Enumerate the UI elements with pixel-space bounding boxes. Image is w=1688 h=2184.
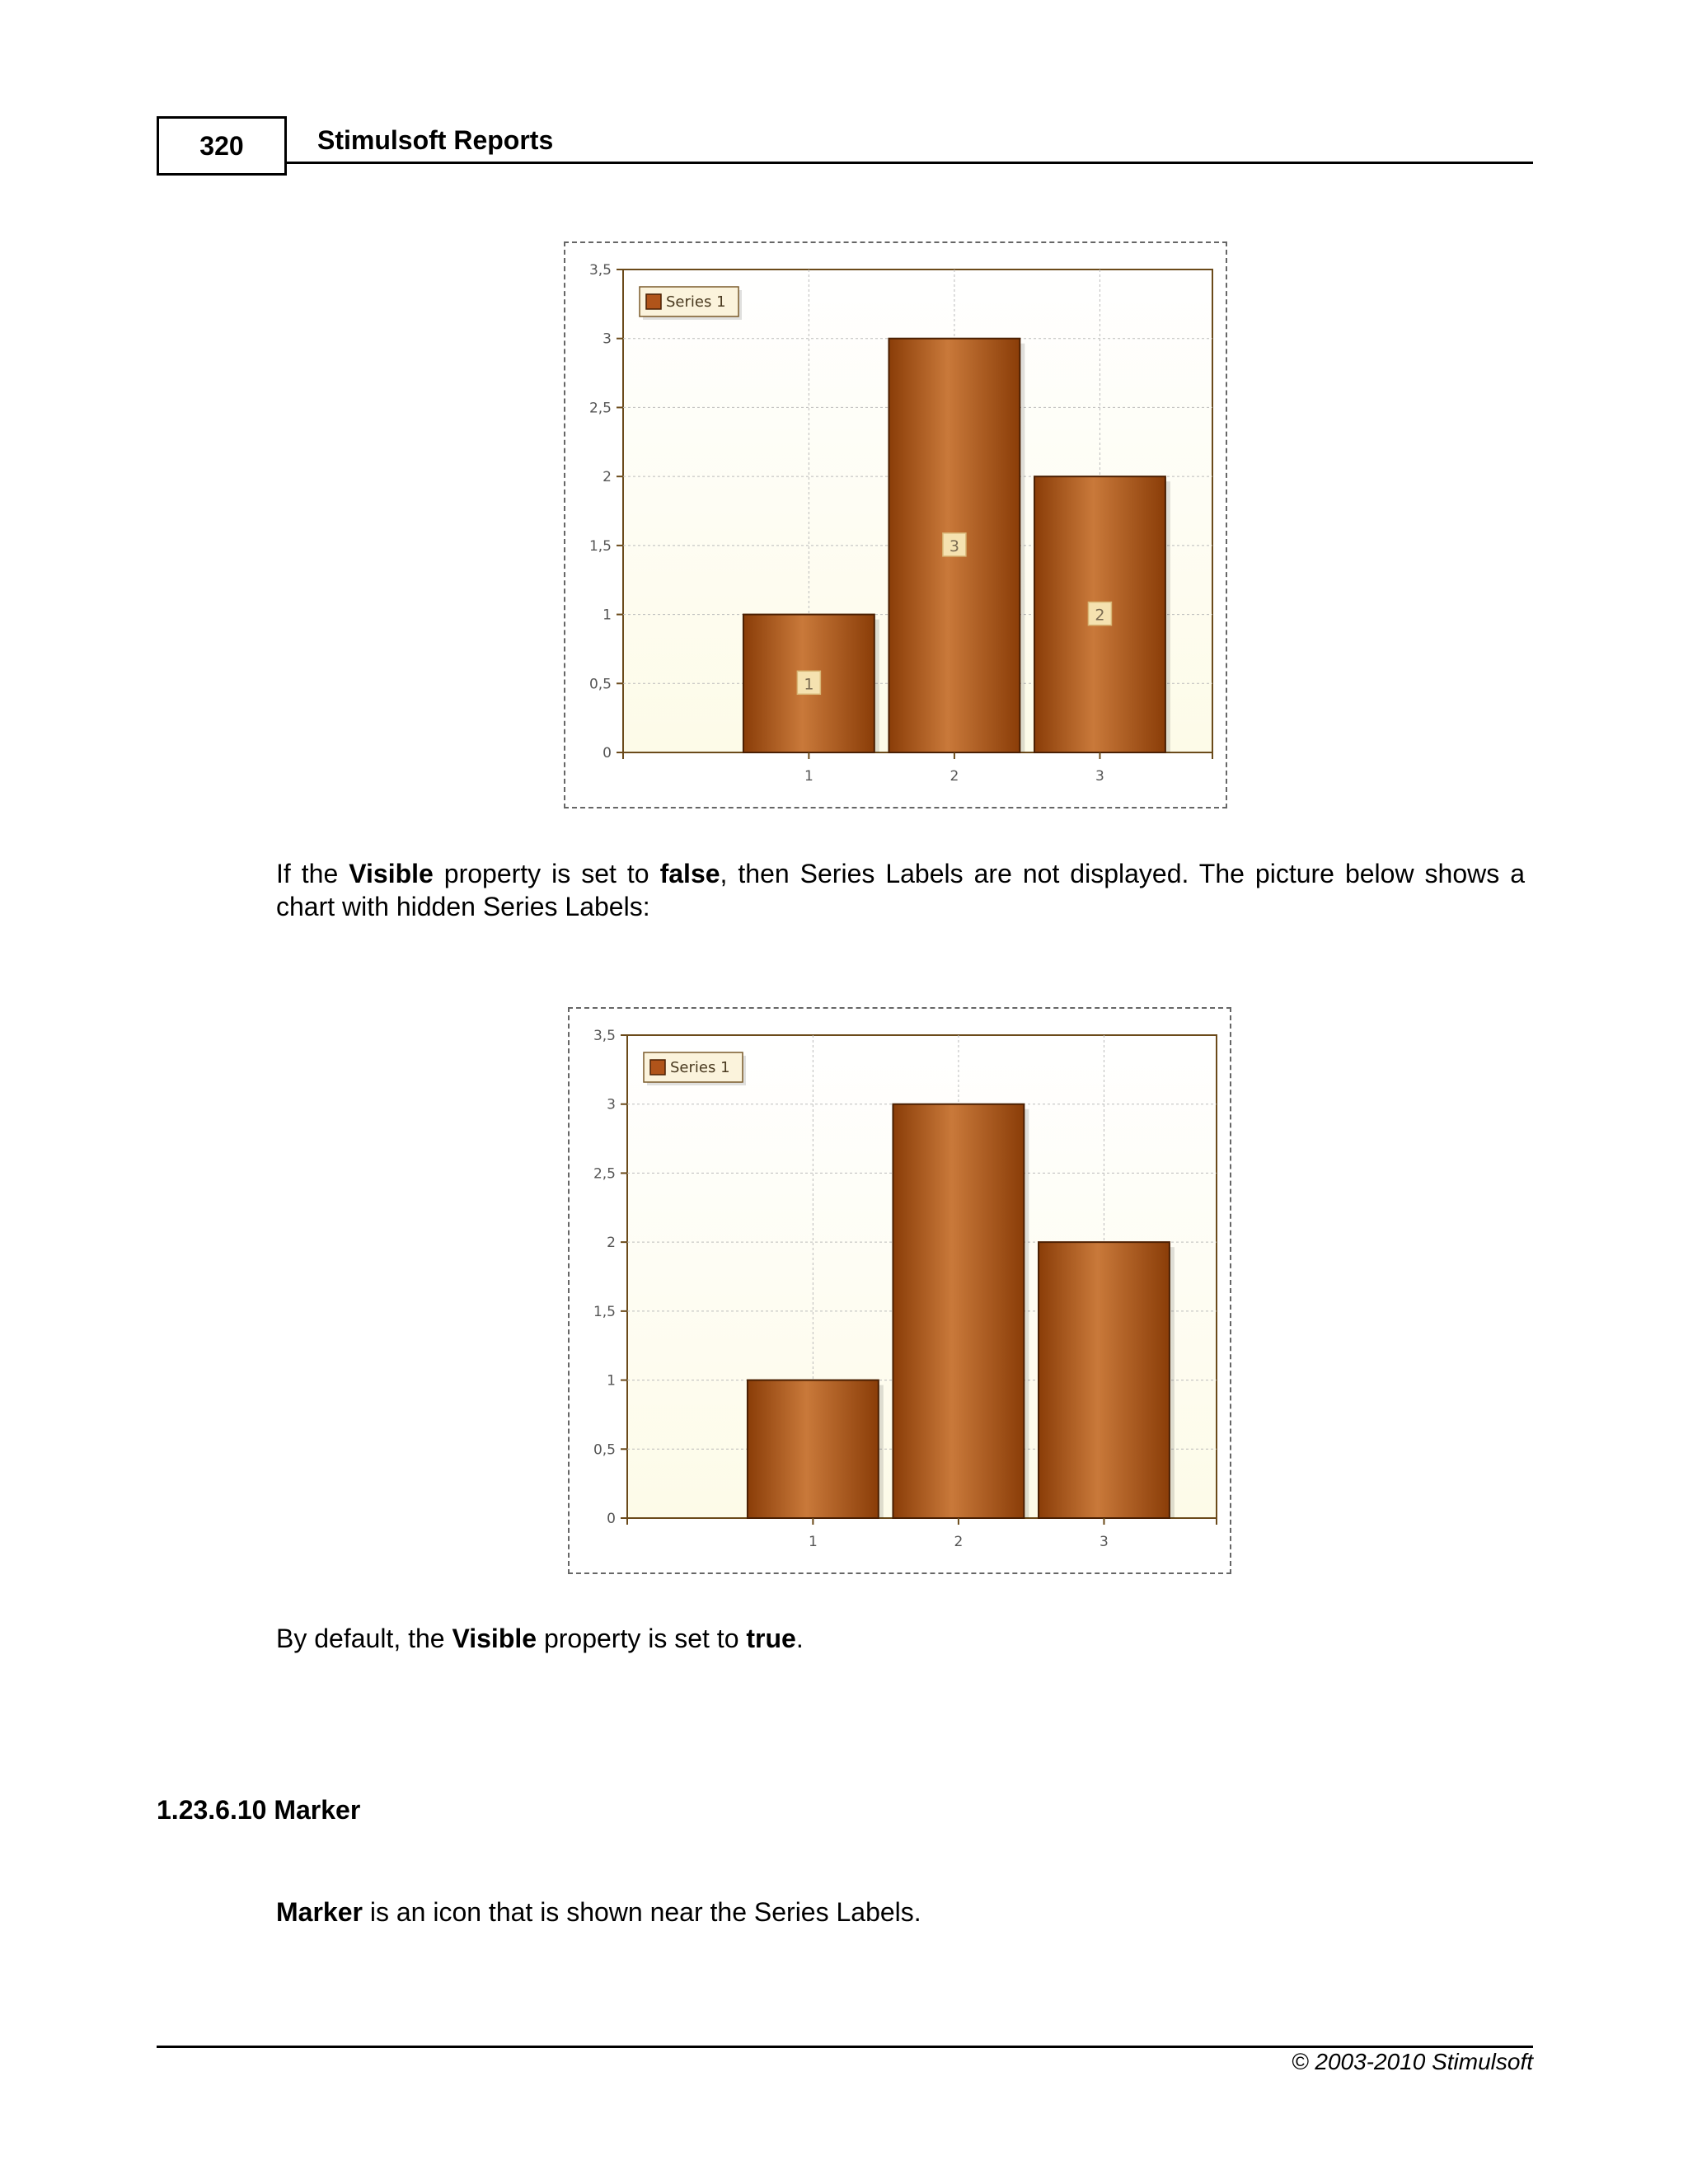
text: . (795, 1624, 804, 1653)
bold-text: Visible (452, 1624, 537, 1653)
section-heading: 1.23.6.10 Marker (157, 1795, 361, 1825)
text: is an icon that is shown near the Series Labels. (362, 1897, 921, 1927)
y-tick-label: 3,5 (588, 262, 612, 279)
paragraph-visible-false (276, 857, 1525, 923)
text: property is set to (537, 1624, 747, 1653)
paragraph-default-true (276, 1622, 1525, 1655)
x-tick-label: 2 (950, 768, 959, 785)
y-tick-label: 2 (603, 469, 612, 486)
y-tick-label: 1 (607, 1372, 616, 1390)
chart-svg-1 (565, 243, 1226, 807)
header-title: Stimulsoft Reports (317, 125, 554, 155)
chart-with-labels (564, 241, 1227, 808)
legend (644, 1052, 746, 1085)
y-tick-label: 3,5 (593, 1028, 616, 1044)
y-tick-label: 0,5 (588, 676, 612, 693)
legend-swatch (646, 294, 661, 309)
y-tick-label: 0 (603, 745, 612, 762)
x-tick-label: 3 (1095, 768, 1104, 785)
x-tick-label: 1 (804, 768, 814, 785)
text: If the (276, 859, 349, 888)
legend (640, 287, 742, 320)
legend-swatch (650, 1060, 665, 1075)
y-tick-label: 2,5 (593, 1165, 616, 1183)
bar (893, 1104, 1024, 1518)
bold-text: Visible (349, 859, 434, 888)
bold-text: Marker (276, 1897, 363, 1927)
paragraph-marker (276, 1896, 1525, 1929)
text: , then Series Labels are not displayed. The picture below shows a chart with hidden Series Labels: (276, 859, 1526, 921)
y-tick-label: 1,5 (593, 1303, 616, 1320)
chart-hidden-labels (568, 1007, 1231, 1574)
y-tick-label: 0,5 (593, 1441, 616, 1459)
y-tick-label: 2,5 (588, 400, 612, 417)
footer-rule (157, 2046, 1533, 2048)
bar (748, 1380, 879, 1518)
page-number: 320 (199, 130, 244, 161)
y-tick-label: 3 (607, 1096, 616, 1113)
legend-label: Series 1 (666, 293, 726, 311)
y-tick-label: 2 (607, 1235, 616, 1252)
header-rule (287, 162, 1533, 164)
series-label: 3 (949, 537, 959, 555)
x-tick-label: 2 (954, 1534, 964, 1550)
bar (1039, 1242, 1170, 1518)
text: By default, the (276, 1624, 452, 1653)
series-label: 2 (1095, 606, 1105, 625)
x-tick-label: 1 (808, 1534, 818, 1550)
footer-copyright: © 2003-2010 Stimulsoft (1291, 2049, 1533, 2074)
chart-svg-2 (570, 1009, 1230, 1572)
page-number-box (157, 116, 287, 176)
y-tick-label: 0 (607, 1511, 616, 1527)
x-tick-label: 3 (1100, 1534, 1109, 1550)
y-tick-label: 1 (603, 607, 612, 624)
legend-label: Series 1 (670, 1059, 730, 1076)
y-tick-label: 3 (603, 330, 612, 348)
bold-text: true (746, 1624, 796, 1653)
bold-text: false (659, 859, 720, 888)
series-label: 1 (804, 675, 814, 694)
text: property is set to (433, 859, 660, 888)
y-tick-label: 1,5 (588, 537, 612, 555)
